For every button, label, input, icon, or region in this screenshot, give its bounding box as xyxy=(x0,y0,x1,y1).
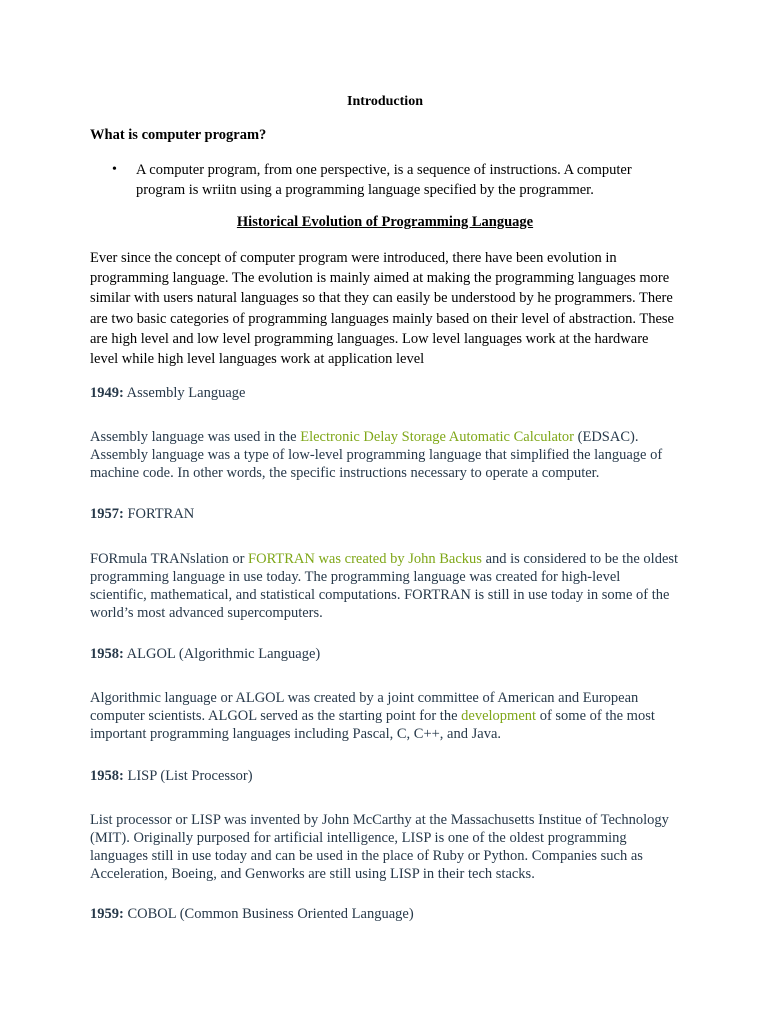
entry-heading-algol xyxy=(90,645,680,663)
entry-name: FORTRAN xyxy=(127,506,195,522)
desc-text: Assembly language was used in the xyxy=(90,429,301,445)
entry-heading-assembly xyxy=(90,384,680,402)
intro-paragraph: Ever since the concept of computer program were introduced, there have been evolution in programming language. The evolution is mainly aimed at making the programming languages more similar with users natural languages so that they can easily be understood by he programmers. There are two basic categories of programming languages mainly based on their level of abstraction. These are high level and low level programming languages. Low level languages work at the hardware level while high level languages work at application level xyxy=(90,250,674,368)
fortran-link[interactable]: FORTRAN was created by John Backus xyxy=(248,551,482,567)
desc-text: FORmula TRANslation or xyxy=(90,551,249,567)
entry-year: 1949: xyxy=(90,385,124,401)
entry-desc-lisp xyxy=(90,811,680,883)
entry-desc-assembly xyxy=(90,428,680,482)
entry-desc-fortran xyxy=(90,550,680,622)
desc-text: List processor or LISP was invented by John McCarthy at the Massachusetts Institue of Technology (MIT). Originally purposed for artificial intelligence, LISP is one of the oldest programming languages still in use today and can be used in the place of Ruby or Python. Companies such as Acceleration, Boeing, and Genworks are still using LISP in their tech stacks. xyxy=(90,812,669,882)
development-link[interactable]: development xyxy=(461,708,537,724)
desc-text: Algorithmic language or ALGOL was created by a joint committee of American and European computer scientists. ALGOL served as the starting point for the xyxy=(90,690,639,724)
entry-year: 1959: xyxy=(90,906,124,922)
entry-year: 1958: xyxy=(90,646,124,662)
desc-text: (EDSAC). Assembly language was a type of low-level programming language that simplified the language of machine code. In other words, the specific instructions necessary to operate a computer. xyxy=(90,429,663,481)
edsac-link[interactable]: Electronic Delay Storage Automatic Calculator xyxy=(300,429,575,445)
entry-heading-fortran xyxy=(90,505,680,523)
entry-desc-algol xyxy=(90,689,680,743)
entry-name: LISP (List Processor) xyxy=(127,768,253,784)
entry-name: Assembly Language xyxy=(126,385,246,401)
bullet-icon: • xyxy=(112,162,117,177)
bullet-text: A computer program, from one perspective, is a sequence of instructions. A computer program is wriitn using a programming language specified by the programmer. xyxy=(136,162,632,199)
entry-name: COBOL (Common Business Oriented Language) xyxy=(127,906,414,922)
doc-title: Introduction xyxy=(347,94,423,109)
bullet-item xyxy=(112,160,682,200)
section-title: Historical Evolution of Programming Language xyxy=(236,214,534,230)
desc-text: of some of the most important programming languages including Pascal, C, C++, and Java. xyxy=(90,708,655,742)
entry-name: ALGOL (Algorithmic Language) xyxy=(126,646,321,662)
desc-text: and is considered to be the oldest programming language in use today. The programming language was created for high-level scientific, mathematical, and statistical computations. FORTRAN is still in use today in some of the world’s most advanced supercomputers. xyxy=(90,551,679,621)
entry-year: 1957: xyxy=(90,506,124,522)
question-heading: What is computer program? xyxy=(90,127,267,143)
entry-heading-lisp xyxy=(90,767,680,785)
entry-heading-cobol xyxy=(90,905,680,923)
entry-year: 1958: xyxy=(90,768,124,784)
